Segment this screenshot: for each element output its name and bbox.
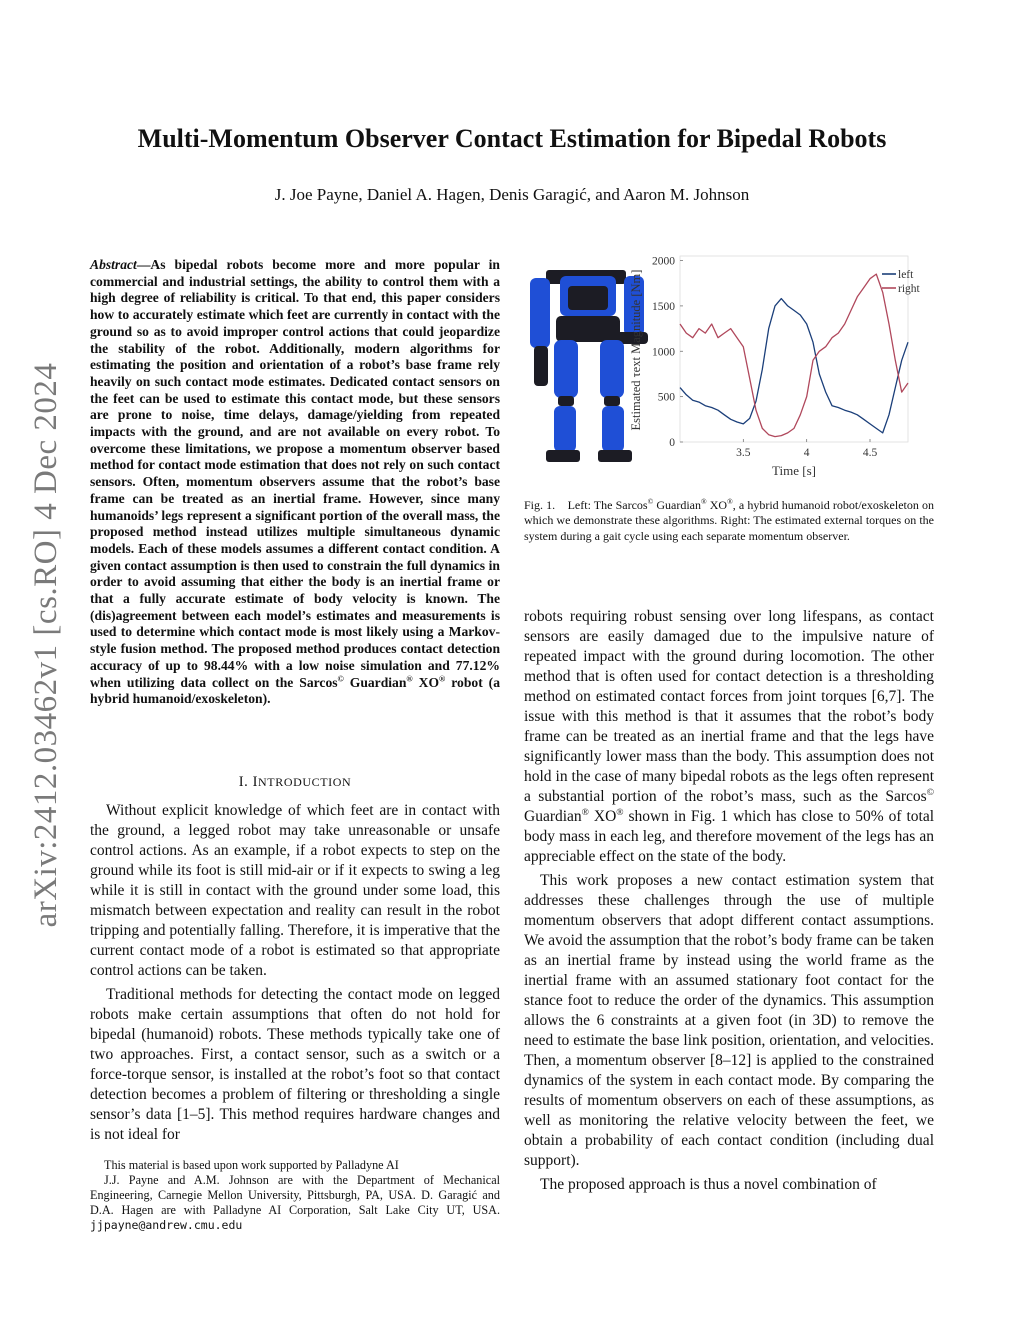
robot-left-foot — [546, 450, 580, 462]
figure-1-caption — [524, 498, 934, 544]
abstract — [90, 257, 500, 708]
robot-torso-core — [568, 286, 608, 310]
paragraph: Traditional methods for detecting the contact mode on legged robots make certain assumptions that often do not hold for bipedal (humanoid) robots. These methods typically take one of two approaches. First, a contact sensor, such as a switch or a force-torque sensor, is installed at the robot’s foot so that contact detection becomes a problem of filtering or thresholding a single sensor’s data [1–5]. This method requires hardware changes and is not ideal for — [90, 986, 500, 1143]
paragraph-text: XO — [588, 808, 617, 825]
copyright-mark: © — [926, 786, 934, 798]
figure-1-graphic — [520, 250, 940, 490]
legend-label-left: left — [898, 269, 914, 281]
x-tick-label: 4 — [803, 447, 810, 459]
copyright-mark: © — [647, 497, 654, 506]
right-column-body — [524, 607, 934, 1195]
registered-mark: ® — [616, 806, 624, 818]
registered-mark: ® — [701, 497, 707, 506]
paragraph-text: shown in Fig. 1 which has close to 50% of total body mass in each leg, and therefore movement of the legs has an appreciable effect on the state of the body. — [524, 808, 935, 865]
registered-mark: ® — [406, 673, 413, 684]
arxiv-identifier: arXiv:2412.03462v1 [cs.RO] 4 Dec 2024 — [28, 362, 64, 928]
copyright-mark: © — [337, 673, 344, 684]
abstract-text-1: —As bipedal robots become more and more popular in commercial and industrial settings, the ability to control them with a high degree of reliability is critical. To that end, this paper considers how to accurately estimate which feet are currently in contact with the ground so as to avoid improper control actions that could jeopardize the stability of the robot. Additionally, modern algorithms for estimating the position and orientation of a robot’s base frame rely heavily on such contact mode estimates. Dedicated contact sensors on the feet can be used to estimate this contact mode, but these sensors are prone to noise, time delays, damage/yielding from repeated impacts with the ground, and are not available on every robot. To overcome these limitations, we propose a momentum observer based method for contact mode estimation that does not rely on such contact sensors. Often, momentum observers assume that the robot’s base frame can be treated as an inertial frame. However, since many humanoids’ legs represent a significant portion of the overall mass, the proposed method instead utilizes multiple simultaneous dynamic models. Each of these models assumes a different contact condition. A given contact assumption is then used to constrain the full dynamics in order to avoid assuming that either the body is an inertial frame or that a fully accurate estimate of body velocity is known. The (dis)agreement between each model’s estimates and measurements is used to determine which contact mode is most likely using a Markov-style fusion method. The proposed method produces contact detection accuracy of up to 98.44% with a low noise simulation and 77.12% when utilizing data collect on the Sarcos — [90, 257, 500, 690]
abstract-text-2: Guardian — [343, 674, 407, 690]
author-list: J. Joe Payne, Daniel A. Hagen, Denis Garagić, and Aaron M. Johnson — [274, 185, 750, 204]
paragraph-text: Guardian — [524, 808, 582, 825]
footnote-affiliations — [90, 1173, 500, 1233]
robot-right-knee — [604, 396, 620, 406]
abstract-text-4: robot (a hybrid humanoid/exoskeleton). — [90, 674, 500, 707]
robot-left-thigh — [554, 340, 578, 398]
y-tick-label: 0 — [669, 437, 675, 449]
caption-text-c: XO — [706, 498, 728, 512]
paragraph — [524, 607, 934, 867]
robot-left-arm — [530, 278, 550, 348]
section-first-letter: I — [252, 774, 259, 790]
email-address: jjpayne@andrew.cmu.edu — [90, 1218, 243, 1232]
robot-left-shin — [554, 406, 576, 452]
registered-mark: ® — [581, 806, 589, 818]
abstract-lead: Abstract — [90, 257, 137, 272]
plot-area — [680, 256, 908, 442]
y-tick-label: 500 — [657, 391, 675, 404]
paragraph: The proposed approach is thus a novel combination of — [540, 1176, 877, 1193]
y-tick-label: 1000 — [652, 346, 675, 359]
robot-left-knee — [558, 396, 574, 406]
paper-title: Multi-Momentum Observer Contact Estimation for Bipedal Robots — [137, 124, 887, 153]
caption-text-b: Guardian — [653, 498, 701, 512]
robot-right-foot — [598, 450, 632, 462]
section-heading-introduction — [90, 774, 500, 791]
x-axis-label: Time [s] — [772, 463, 816, 478]
robot-left-forearm — [534, 346, 548, 386]
series-line-right — [680, 274, 908, 437]
y-tick-label: 1500 — [652, 300, 675, 313]
section-rest: NTRODUCTION — [258, 775, 352, 789]
abstract-text-3: XO — [412, 674, 440, 690]
robot-hips — [556, 316, 620, 342]
robot-right-shin — [602, 406, 624, 452]
section-numeral: I. — [238, 774, 253, 790]
caption-label: Fig. 1. — [524, 498, 556, 512]
chart-series-lines — [680, 274, 908, 437]
left-column-body — [90, 801, 500, 1145]
robot-right-thigh — [600, 340, 624, 398]
paragraph: Without explicit knowledge of which feet are in contact with the ground, a legged robot may take unreasonable or unsafe control actions. As an example, if a robot expects to step on the ground while its foot is still mid-air or if it expects to swing a leg while it is still in contact with the ground under some load, this mismatch between expectation and reality can result in the robot tripping and potentially falling. Therefore, it is imperative that the current contact mode of a robot is estimated so that appropriate control actions can be taken. — [90, 802, 500, 979]
paragraph: This work proposes a new contact estimation system that addresses these challenges through the use of multiple momentum observers that adopt different contact assumptions. We avoid the assumption that the robot’s body frame can be taken as an inertial frame by instead using the world frame as the inertial frame with an assumed stationary foot contact for the stance foot to reduce the order of the dynamics. This assumption allows the 6 constraints at a given foot (in 3D) to remove the need to estimate the base link position, orientation, and velocities. Then, a momentum observer [8–12] is applied to the constrained dynamics of the system in each contact mode. By comparing the results of momentum observers on each of these assumptions, as well as monitoring the relative velocity between the feet, we obtain a probability of each contact condition (including dual support). — [524, 872, 934, 1169]
torque-chart — [629, 256, 921, 478]
caption-text-a: Left: The Sarcos — [567, 498, 648, 512]
registered-mark: ® — [727, 497, 733, 506]
y-axis-label: Estimated τext Magnitude [Nm] — [629, 269, 643, 431]
x-tick-label: 4.5 — [862, 447, 878, 459]
footnote-funding: This material is based upon work supported by Palladyne AI — [104, 1158, 399, 1172]
paragraph-text: robots requiring robust sensing over long lifespans, as contact sensors are easily damaged due to the impulsive nature of repeated impact with the ground during locomotion. The other method that is often used for contact detection is a thresholding method on estimated contact forces from joint torques [6,7]. The issue with this method is that it assumes that the robot’s body frame can be treated as an inertial frame and that the legs have significantly lower mass than the body. This assumption does not hold in the case of many bipedal robots as the legs often represent a substantial portion of the robot’s mass, such as the Sarcos — [524, 608, 934, 805]
x-tick-label: 3.5 — [736, 447, 751, 459]
legend-label-right: right — [898, 283, 920, 295]
caption-text-d: , a hybrid humanoid robot/exoskeleton on which we demonstrate these algorithms. Right: The estimated external torques on the system during a gait cycle using each separate momentum observer. — [524, 498, 934, 543]
series-line-left — [680, 299, 908, 433]
y-tick-label: 2000 — [652, 255, 675, 268]
affiliation-text: J.J. Payne and A.M. Johnson are with the Department of Mechanical Engineering, Carnegie Mellon University, Pittsburgh, PA, USA. D. Garagić and D.A. Hagen are with Palladyne AI Corporation, Salt Lake City UT, USA. — [90, 1173, 500, 1217]
footnote — [90, 1158, 500, 1233]
figure-1 — [520, 250, 940, 490]
chart-legend — [882, 269, 921, 295]
registered-mark: ® — [439, 673, 446, 684]
